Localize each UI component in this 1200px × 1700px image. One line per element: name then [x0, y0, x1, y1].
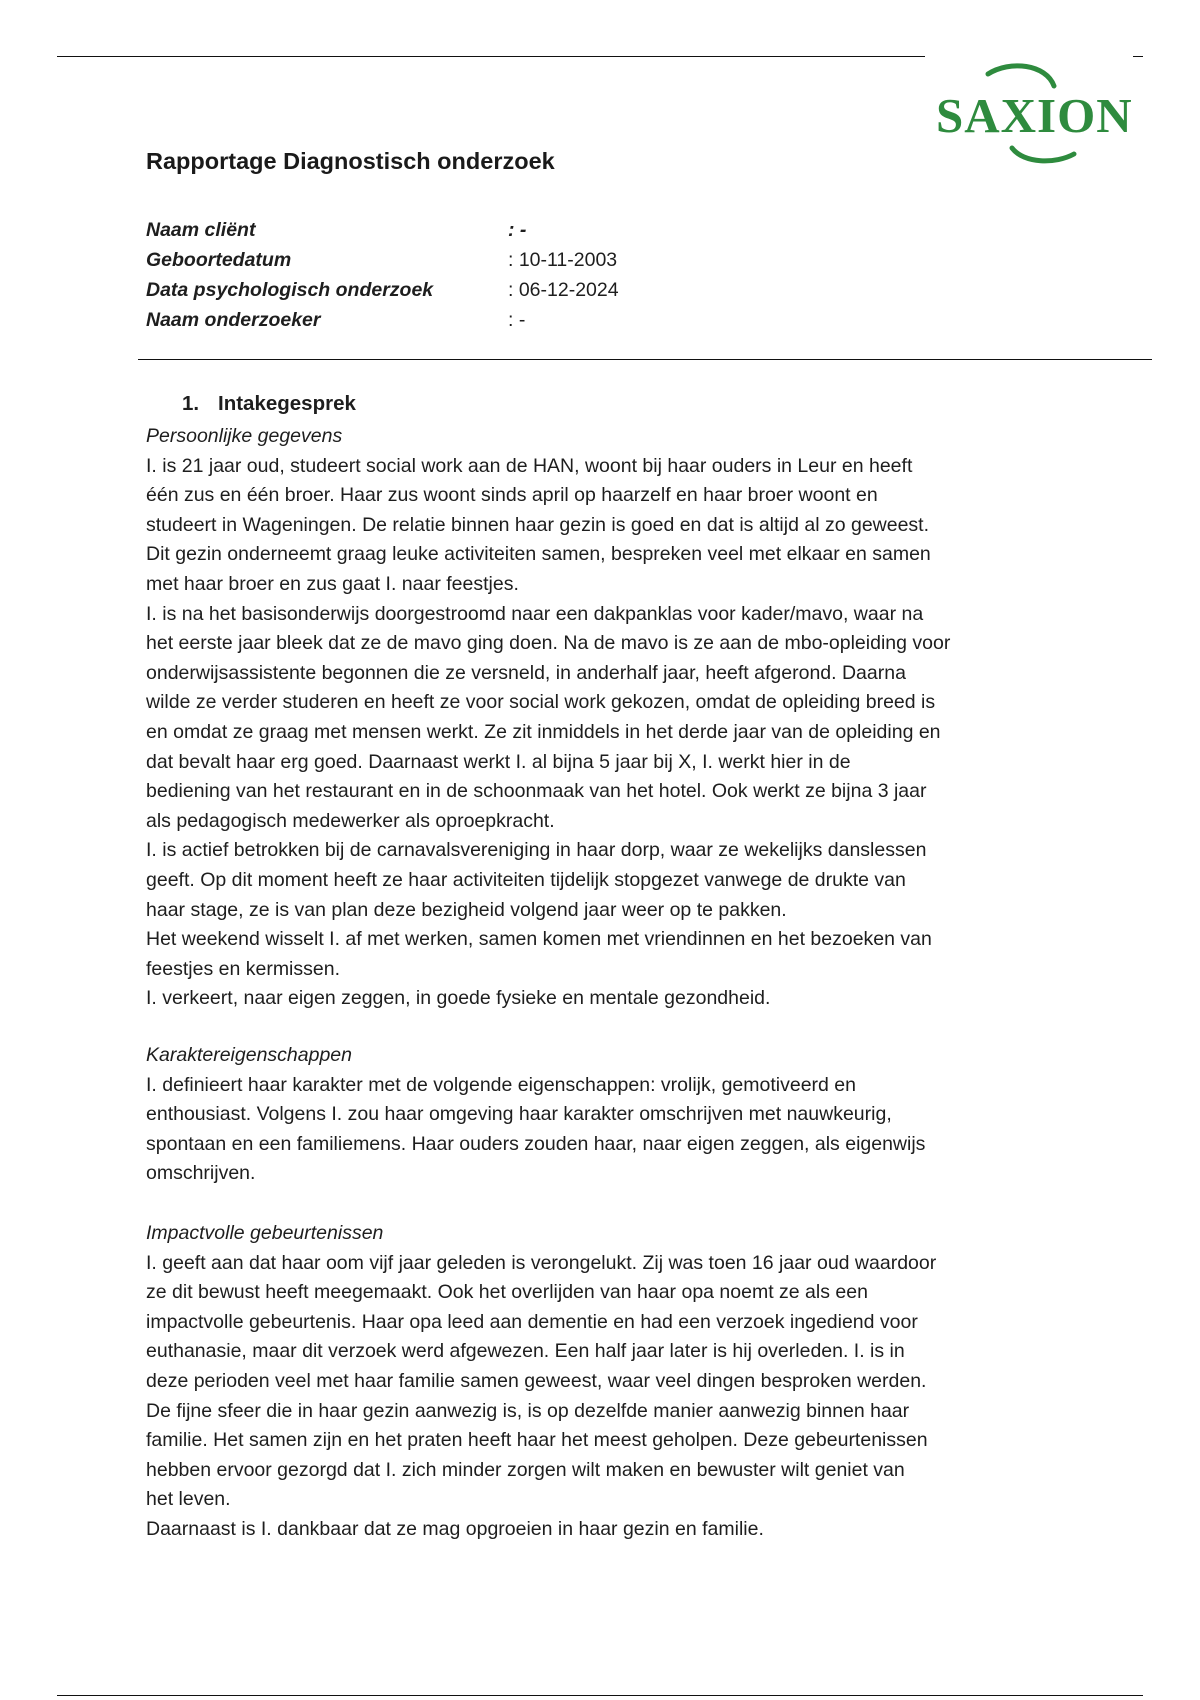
- section-number: 1.: [182, 392, 200, 415]
- subsection-character-traits: [146, 1041, 1086, 1189]
- paragraph-line: haar stage, ze is van plan deze bezigheid volgend jaar weer op te pakken.: [146, 898, 787, 921]
- subsection-heading: Persoonlijke gegevens: [146, 425, 343, 447]
- saxion-logo-graphic: [928, 56, 1140, 174]
- subsection-personal-details: [146, 422, 1086, 1014]
- info-value: : -: [508, 309, 526, 331]
- paragraph-line: hebben ervoor gezorgd dat I. zich minder zorgen wilt maken en bewuster wilt geniet van: [146, 1458, 905, 1481]
- document-title: Rapportage Diagnostisch onderzoek: [146, 148, 555, 174]
- paragraph-line: deze perioden veel met haar familie samen geweest, waar veel dingen besproken werden.: [146, 1369, 927, 1392]
- paragraph-line: studeert in Wageningen. De relatie binnen haar gezin is goed en dat is altijd al zo geweest.: [146, 513, 930, 536]
- paragraph-line: als pedagogisch medewerker als oproepkracht.: [146, 809, 555, 832]
- paragraph-line: het eerste jaar bleek dat ze de mavo ging doen. Na de mavo is ze aan de mbo-opleiding voor: [146, 632, 951, 655]
- paragraph-line: omschrijven.: [146, 1162, 256, 1185]
- info-value: : -: [508, 219, 527, 241]
- paragraph-line: Daarnaast is I. dankbaar dat ze mag opgroeien in haar gezin en familie.: [146, 1517, 764, 1540]
- subsection-impactful-events: [146, 1219, 1086, 1545]
- info-value: : 10-11-2003: [508, 249, 618, 271]
- section-heading: [182, 392, 356, 416]
- paragraph-line: enthousiast. Volgens I. zou haar omgeving haar karakter omschrijven met nauwkeurig,: [146, 1103, 892, 1126]
- info-row-client-name: [146, 215, 846, 245]
- info-label: Naam cliënt: [146, 219, 256, 241]
- paragraph-line: I. is 21 jaar oud, studeert social work aan de HAN, woont bij haar ouders in Leur en heeft: [146, 454, 913, 477]
- paragraph-line: onderwijsassistente begonnen die ze versneld, in anderhalf jaar, heeft afgerond. Daarna: [146, 661, 906, 684]
- paragraph-line: wilde ze verder studeren en heeft ze voor social work gekozen, omdat de opleiding breed is: [146, 691, 936, 714]
- saxion-logo-text: SAXION: [936, 88, 1133, 143]
- subsection-heading: Impactvolle gebeurtenissen: [146, 1222, 384, 1244]
- paragraph-line: spontaan en een familiemens. Haar ouders zouden haar, naar eigen zeggen, als eigenwijs: [146, 1132, 926, 1155]
- paragraph-line: I. geeft aan dat haar oom vijf jaar geleden is verongelukt. Zij was toen 16 jaar oud waardoor: [146, 1251, 937, 1274]
- paragraph-line: geeft. Op dit moment heeft ze haar activiteiten tijdelijk stopgezet vanwege de drukte van: [146, 868, 906, 891]
- paragraph-line: euthanasie, maar dit verzoek werd afgewezen. Een half jaar later is hij overleden. I. is in: [146, 1340, 905, 1363]
- info-row-exam-date: [146, 275, 846, 305]
- paragraph-line: familie. Het samen zijn en het praten heeft haar het meest geholpen. Deze gebeurtenissen: [146, 1429, 928, 1452]
- paragraph-line: met haar broer en zus gaat I. naar feestjes.: [146, 572, 519, 595]
- paragraph-line: I. definieert haar karakter met de volgende eigenschappen: vrolijk, gemotiveerd en: [146, 1073, 856, 1096]
- info-value: : 06-12-2024: [508, 279, 619, 301]
- paragraph-line: bediening van het restaurant en in de schoonmaak van het hotel. Ook werkt ze bijna 3 jaar: [146, 780, 927, 803]
- paragraph-line: I. verkeert, naar eigen zeggen, in goede fysieke en mentale gezondheid.: [146, 987, 771, 1010]
- paragraph-line: impactvolle gebeurtenis. Haar opa leed aan dementie en had een verzoek ingediend voor: [146, 1310, 918, 1333]
- footer-rule: [57, 1695, 1143, 1696]
- paragraph-line: Het weekend wisselt I. af met werken, samen komen met vriendinnen en het bezoeken van: [146, 928, 932, 951]
- paragraph-line: en omdat ze graag met mensen werkt. Ze zit inmiddels in het derde jaar van de opleiding en: [146, 720, 941, 743]
- info-row-researcher: [146, 305, 846, 335]
- saxion-logo: [928, 56, 1140, 174]
- paragraph-line: ze dit bewust heeft meegemaakt. Ook het overlijden van haar opa noemt ze als een: [146, 1281, 868, 1304]
- paragraph-line: feestjes en kermissen.: [146, 957, 341, 980]
- section-title: Intakegesprek: [218, 392, 356, 415]
- info-label: Naam onderzoeker: [146, 309, 321, 331]
- paragraph-line: I. is na het basisonderwijs doorgestroomd naar een dakpanklas voor kader/mavo, waar na: [146, 602, 924, 625]
- header-rule: [57, 56, 925, 57]
- info-label: Data psychologisch onderzoek: [146, 279, 434, 301]
- subsection-heading: Karaktereigenschappen: [146, 1044, 352, 1066]
- paragraph-line: dat bevalt haar erg goed. Daarnaast werkt I. al bijna 5 jaar bij X, I. werkt hier in de: [146, 750, 851, 773]
- info-row-birthdate: [146, 245, 846, 275]
- paragraph-line: Dit gezin onderneemt graag leuke activiteiten samen, bespreken veel met elkaar en samen: [146, 543, 931, 566]
- section-divider: [138, 359, 1152, 360]
- paragraph-line: De fijne sfeer die in haar gezin aanwezig is, is op dezelfde manier aanwezig binnen haar: [146, 1399, 910, 1422]
- info-label: Geboortedatum: [146, 249, 292, 271]
- paragraph-line: het leven.: [146, 1488, 231, 1511]
- paragraph-line: I. is actief betrokken bij de carnavalsvereniging in haar dorp, waar ze wekelijks danslessen: [146, 839, 927, 862]
- client-info-table: [146, 215, 846, 335]
- paragraph-line: één zus en één broer. Haar zus woont sinds april op haarzelf en haar broer woont en: [146, 484, 878, 507]
